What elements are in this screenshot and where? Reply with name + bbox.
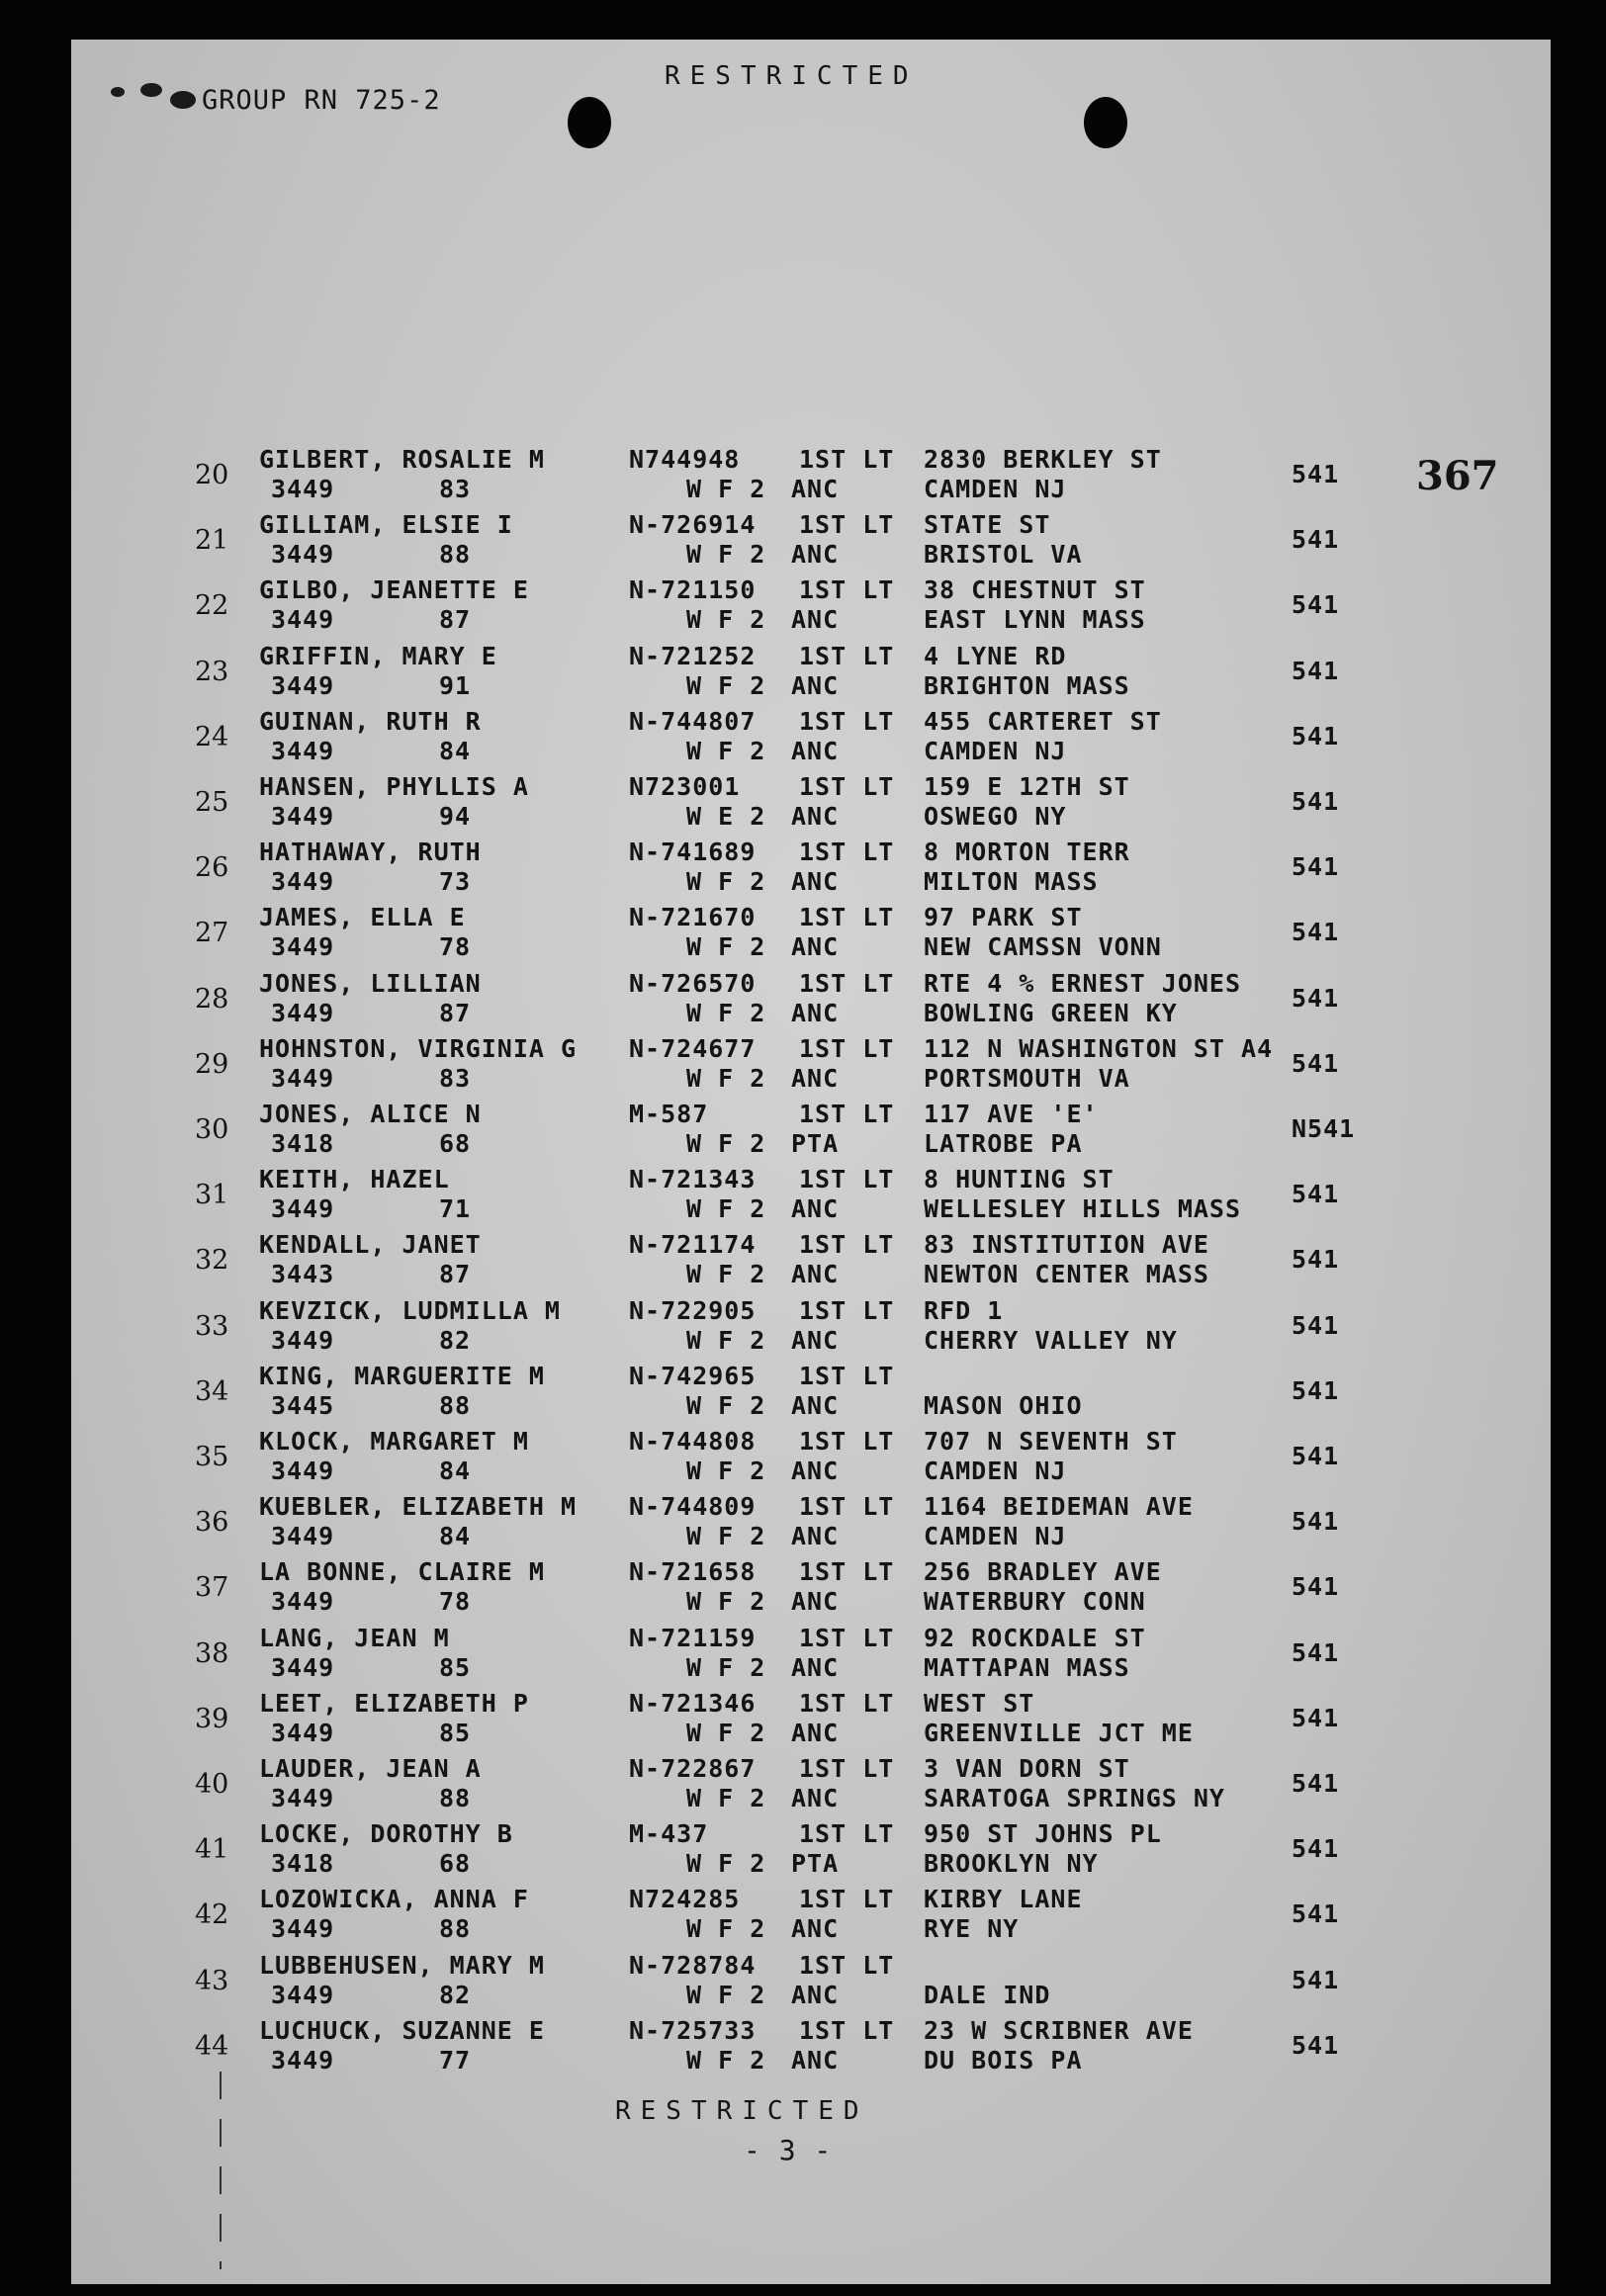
serial-number: N-721670 (629, 903, 757, 932)
code-a: 3449 (271, 670, 335, 700)
serial-number: N-726570 (629, 968, 757, 998)
branch: ANC (791, 932, 840, 962)
rank: 1ST LT (799, 575, 895, 605)
branch: ANC (791, 867, 840, 897)
code-b: 83 (439, 475, 472, 503)
branch: ANC (791, 998, 840, 1027)
person-name: LUBBEHUSEN, MARY M (259, 1950, 545, 1980)
classification: W F 2 (686, 1980, 766, 2009)
address-line-2: DU BOIS PA (924, 2045, 1083, 2075)
classification: W F 2 (686, 1063, 766, 1093)
entry-number: 30 (195, 1114, 229, 1145)
classification: W F 2 (686, 1522, 766, 1551)
code-a: 3449 (271, 1652, 335, 1682)
serial-number: N-721343 (629, 1165, 757, 1194)
code-a: 3449 (271, 932, 335, 962)
person-name: KLOCK, MARGARET M (259, 1427, 529, 1456)
person-name: KING, MARGUERITE M (259, 1361, 545, 1390)
rank: 1ST LT (799, 1754, 895, 1783)
address-line-2: CAMDEN NJ (924, 736, 1067, 765)
serial-number: N-742965 (629, 1361, 757, 1390)
branch: PTA (791, 1849, 840, 1879)
rank: 1ST LT (799, 2015, 895, 2045)
branch: ANC (791, 2045, 840, 2075)
classification: W F 2 (686, 2045, 766, 2075)
rank: 1ST LT (799, 1165, 895, 1194)
person-name: LUCHUCK, SUZANNE E (259, 2015, 545, 2045)
code-a: 3449 (271, 736, 335, 765)
punch-hole (568, 97, 611, 148)
unit-code: 541 (1292, 1769, 1340, 1798)
entry-number: 37 (195, 1572, 229, 1604)
address-line-2: GREENVILLE JCT ME (924, 1718, 1194, 1747)
code-a: 3449 (271, 1063, 335, 1093)
rank: 1ST LT (799, 510, 895, 540)
branch: ANC (791, 1390, 840, 1420)
code-b: 84 (439, 1522, 472, 1551)
address-line-1: 455 CARTERET ST (924, 706, 1162, 736)
rank: 1ST LT (799, 1885, 895, 1914)
classification: W F 2 (686, 1260, 766, 1289)
address-line-1: KIRBY LANE (924, 1885, 1083, 1914)
serial-number: N-722867 (629, 1754, 757, 1783)
address-line-2: DALE IND (924, 1980, 1051, 2009)
unit-code: 541 (1292, 983, 1340, 1013)
unit-code: 541 (1292, 1637, 1340, 1667)
rank: 1ST LT (799, 968, 895, 998)
address-line-1: 8 HUNTING ST (924, 1165, 1115, 1194)
person-name: JAMES, ELLA E (259, 903, 466, 932)
branch: ANC (791, 540, 840, 570)
address-line-1: RFD 1 (924, 1295, 1004, 1325)
ink-smudge (170, 91, 196, 109)
branch: ANC (791, 1194, 840, 1224)
group-label: GROUP RN 725-2 (202, 85, 441, 116)
document-page (71, 40, 1551, 2284)
unit-code: 541 (1292, 1572, 1340, 1602)
unit-code: 541 (1292, 1180, 1340, 1209)
person-name: JONES, LILLIAN (259, 968, 482, 998)
unit-code: 541 (1292, 2030, 1340, 2060)
code-b: 87 (439, 998, 472, 1027)
address-line-2: PORTSMOUTH VA (924, 1063, 1130, 1093)
entry-number: 20 (195, 460, 229, 490)
address-line-1: 1164 BEIDEMAN AVE (924, 1492, 1194, 1522)
address-line-1: RTE 4 % ERNEST JONES (924, 968, 1242, 998)
rank: 1ST LT (799, 903, 895, 932)
code-b: 91 (439, 670, 472, 700)
code-a: 3418 (271, 1129, 335, 1158)
serial-number: N744948 (629, 445, 741, 474)
unit-code: 541 (1292, 1048, 1340, 1078)
address-line-1: 92 ROCKDALE ST (924, 1623, 1146, 1652)
margin-line (220, 2072, 222, 2269)
entry-number: 42 (195, 1899, 229, 1931)
entry-number: 35 (195, 1442, 229, 1472)
ink-smudge (140, 83, 162, 97)
address-line-1: 117 AVE 'E' (924, 1100, 1099, 1128)
unit-code: 541 (1292, 918, 1340, 947)
branch: ANC (791, 1457, 840, 1485)
address-line-2: WATERBURY CONN (924, 1587, 1146, 1617)
address-line-1: 256 BRADLEY AVE (924, 1557, 1162, 1587)
serial-number: N-724677 (629, 1033, 757, 1063)
entry-number: 24 (195, 721, 229, 752)
serial-number: N-721252 (629, 641, 757, 670)
code-b: 78 (439, 1587, 472, 1617)
address-line-1: 38 CHESTNUT ST (924, 575, 1146, 605)
serial-number: M-587 (629, 1100, 709, 1128)
address-line-1: WEST ST (924, 1688, 1035, 1718)
code-b: 71 (439, 1194, 472, 1224)
serial-number: N-744808 (629, 1427, 757, 1456)
code-b: 94 (439, 802, 472, 831)
unit-code: 541 (1292, 1703, 1340, 1732)
unit-code: 541 (1292, 721, 1340, 751)
serial-number: N-726914 (629, 510, 757, 540)
code-b: 85 (439, 1652, 472, 1682)
page-reference-number: 367 (1416, 453, 1499, 499)
branch: ANC (791, 1587, 840, 1617)
entry-number: 28 (195, 983, 229, 1015)
code-b: 73 (439, 867, 472, 897)
code-a: 3449 (271, 1325, 335, 1355)
serial-number: N723001 (629, 772, 741, 801)
person-name: GILLIAM, ELSIE I (259, 510, 513, 540)
address-line-2: NEW CAMSSN VONN (924, 932, 1162, 962)
person-name: JONES, ALICE N (259, 1100, 482, 1128)
unit-code: 541 (1292, 525, 1340, 555)
serial-number: N-728784 (629, 1950, 757, 1980)
code-a: 3449 (271, 867, 335, 897)
code-b: 84 (439, 736, 472, 765)
unit-code: 541 (1292, 460, 1340, 488)
serial-number: N-744809 (629, 1492, 757, 1522)
rank: 1ST LT (799, 706, 895, 736)
code-a: 3449 (271, 2045, 335, 2075)
address-line-1: 950 ST JOHNS PL (924, 1819, 1162, 1849)
code-a: 3449 (271, 802, 335, 831)
entry-number: 41 (195, 1834, 229, 1866)
classification: W F 2 (686, 1457, 766, 1485)
entry-number: 23 (195, 656, 229, 687)
rank: 1ST LT (799, 1819, 895, 1849)
code-b: 68 (439, 1849, 472, 1879)
address-line-2: CHERRY VALLEY NY (924, 1325, 1178, 1355)
code-a: 3449 (271, 1980, 335, 2009)
address-line-1: 8 MORTON TERR (924, 838, 1130, 867)
address-line-1: 4 LYNE RD (924, 641, 1067, 670)
person-name: GRIFFIN, MARY E (259, 641, 497, 670)
classification: W F 2 (686, 475, 766, 503)
person-name: GUINAN, RUTH R (259, 706, 482, 736)
address-line-2: EAST LYNN MASS (924, 605, 1146, 635)
entry-number: 26 (195, 852, 229, 884)
unit-code: 541 (1292, 656, 1340, 685)
entry-number: 40 (195, 1769, 229, 1800)
person-name: KENDALL, JANET (259, 1230, 482, 1260)
branch: ANC (791, 1325, 840, 1355)
unit-code: 541 (1292, 1899, 1340, 1929)
unit-code: 541 (1292, 1310, 1340, 1340)
code-a: 3449 (271, 1914, 335, 1944)
code-a: 3445 (271, 1390, 335, 1420)
classification: W F 2 (686, 736, 766, 765)
code-b: 82 (439, 1980, 472, 2009)
address-line-2: WELLESLEY HILLS MASS (924, 1194, 1242, 1224)
address-line-2: BOWLING GREEN KY (924, 998, 1178, 1027)
unit-code: 541 (1292, 787, 1340, 816)
person-name: GILBERT, ROSALIE M (259, 445, 545, 474)
branch: ANC (791, 736, 840, 765)
person-name: LAUDER, JEAN A (259, 1754, 482, 1783)
rank: 1ST LT (799, 1230, 895, 1260)
ink-smudge (111, 87, 125, 97)
entry-number: 31 (195, 1180, 229, 1211)
unit-code: 541 (1292, 1375, 1340, 1405)
code-b: 87 (439, 1260, 472, 1289)
classification: W F 2 (686, 1587, 766, 1617)
address-line-1: 707 N SEVENTH ST (924, 1427, 1178, 1456)
address-line-1: 3 VAN DORN ST (924, 1754, 1130, 1783)
address-line-1: STATE ST (924, 510, 1051, 540)
code-a: 3449 (271, 1718, 335, 1747)
entry-number: 27 (195, 918, 229, 949)
serial-number: N-721658 (629, 1557, 757, 1587)
entry-number: 39 (195, 1703, 229, 1734)
address-line-2: MATTAPAN MASS (924, 1652, 1130, 1682)
address-line-2: MILTON MASS (924, 867, 1099, 897)
branch: ANC (791, 1522, 840, 1551)
branch: ANC (791, 1260, 840, 1289)
code-a: 3449 (271, 1784, 335, 1812)
entry-number: 32 (195, 1245, 229, 1277)
serial-number: N-721159 (629, 1623, 757, 1652)
code-b: 88 (439, 1914, 472, 1944)
branch: ANC (791, 1914, 840, 1944)
serial-number: N-721150 (629, 575, 757, 605)
code-b: 88 (439, 1390, 472, 1420)
classification: W F 2 (686, 1784, 766, 1812)
serial-number: N-744807 (629, 706, 757, 736)
code-b: 87 (439, 605, 472, 635)
rank: 1ST LT (799, 838, 895, 867)
branch: PTA (791, 1129, 840, 1158)
address-line-2: LATROBE PA (924, 1129, 1083, 1158)
unit-code: N541 (1292, 1114, 1356, 1143)
unit-code: 541 (1292, 1245, 1340, 1275)
address-line-2: BRISTOL VA (924, 540, 1083, 570)
person-name: KEVZICK, LUDMILLA M (259, 1295, 561, 1325)
rank: 1ST LT (799, 1427, 895, 1456)
entry-number: 43 (195, 1965, 229, 1996)
person-name: LA BONNE, CLAIRE M (259, 1557, 545, 1587)
entry-number: 36 (195, 1507, 229, 1539)
serial-number: N-741689 (629, 838, 757, 867)
entry-number: 22 (195, 590, 229, 622)
code-b: 78 (439, 932, 472, 962)
rank: 1ST LT (799, 1100, 895, 1128)
classification: W F 2 (686, 540, 766, 570)
address-line-2: RYE NY (924, 1914, 1020, 1944)
code-a: 3443 (271, 1260, 335, 1289)
code-b: 68 (439, 1129, 472, 1158)
person-name: HOHNSTON, VIRGINIA G (259, 1033, 578, 1063)
person-name: LANG, JEAN M (259, 1623, 450, 1652)
person-name: LEET, ELIZABETH P (259, 1688, 529, 1718)
entry-number: 38 (195, 1637, 229, 1669)
classification: W F 2 (686, 1129, 766, 1158)
address-line-2: NEWTON CENTER MASS (924, 1260, 1209, 1289)
unit-code: 541 (1292, 590, 1340, 620)
entry-number: 44 (195, 2030, 229, 2062)
serial-number: M-437 (629, 1819, 709, 1849)
code-a: 3449 (271, 1522, 335, 1551)
branch: ANC (791, 1063, 840, 1093)
entry-number: 34 (195, 1375, 229, 1407)
address-line-2: OSWEGO NY (924, 802, 1067, 831)
code-b: 88 (439, 1784, 472, 1812)
address-line-1: 2830 BERKLEY ST (924, 445, 1162, 474)
entry-number: 29 (195, 1048, 229, 1080)
address-line-2: BRIGHTON MASS (924, 670, 1130, 700)
address-line-1: 97 PARK ST (924, 903, 1083, 932)
code-b: 84 (439, 1457, 472, 1485)
address-line-1: 23 W SCRIBNER AVE (924, 2015, 1194, 2045)
branch: ANC (791, 605, 840, 635)
code-b: 82 (439, 1325, 472, 1355)
rank: 1ST LT (799, 445, 895, 474)
code-a: 3449 (271, 605, 335, 635)
unit-code: 541 (1292, 1965, 1340, 1994)
branch: ANC (791, 1784, 840, 1812)
classification: W F 2 (686, 1194, 766, 1224)
person-name: KUEBLER, ELIZABETH M (259, 1492, 578, 1522)
person-name: LOZOWICKA, ANNA F (259, 1885, 529, 1914)
address-line-2: CAMDEN NJ (924, 1522, 1067, 1551)
page-number: - 3 - (744, 2134, 833, 2166)
person-name: LOCKE, DOROTHY B (259, 1819, 513, 1849)
address-line-2: MASON OHIO (924, 1390, 1083, 1420)
code-b: 85 (439, 1718, 472, 1747)
classification: W F 2 (686, 1390, 766, 1420)
rank: 1ST LT (799, 1557, 895, 1587)
serial-number: N-721346 (629, 1688, 757, 1718)
footer-restricted-label: RESTRICTED (615, 2096, 869, 2126)
rank: 1ST LT (799, 1492, 895, 1522)
address-line-2: BROOKLYN NY (924, 1849, 1099, 1879)
code-b: 83 (439, 1063, 472, 1093)
unit-code: 541 (1292, 1442, 1340, 1470)
branch: ANC (791, 475, 840, 503)
serial-number: N724285 (629, 1885, 741, 1914)
address-line-1: 112 N WASHINGTON ST A4 (924, 1033, 1274, 1063)
branch: ANC (791, 1652, 840, 1682)
entry-number: 25 (195, 787, 229, 818)
branch: ANC (791, 1980, 840, 2009)
address-line-2: SARATOGA SPRINGS NY (924, 1784, 1225, 1812)
rank: 1ST LT (799, 1688, 895, 1718)
serial-number: N-722905 (629, 1295, 757, 1325)
rank: 1ST LT (799, 1950, 895, 1980)
code-a: 3418 (271, 1849, 335, 1879)
code-a: 3449 (271, 1194, 335, 1224)
branch: ANC (791, 1718, 840, 1747)
code-a: 3449 (271, 1587, 335, 1617)
rank: 1ST LT (799, 1295, 895, 1325)
person-name: HATHAWAY, RUTH (259, 838, 482, 867)
branch: ANC (791, 670, 840, 700)
address-line-2: CAMDEN NJ (924, 1457, 1067, 1485)
rank: 1ST LT (799, 1623, 895, 1652)
classification: W F 2 (686, 605, 766, 635)
code-b: 77 (439, 2045, 472, 2075)
entry-number: 21 (195, 525, 229, 557)
code-b: 88 (439, 540, 472, 570)
rank: 1ST LT (799, 1033, 895, 1063)
code-a: 3449 (271, 1457, 335, 1485)
rank: 1ST LT (799, 772, 895, 801)
unit-code: 541 (1292, 1834, 1340, 1864)
classification: W F 2 (686, 1652, 766, 1682)
address-line-1: 83 INSTITUTION AVE (924, 1230, 1209, 1260)
classification: W F 2 (686, 867, 766, 897)
classification: W F 2 (686, 1325, 766, 1355)
unit-code: 541 (1292, 1507, 1340, 1537)
punch-hole (1084, 97, 1127, 148)
code-a: 3449 (271, 540, 335, 570)
rank: 1ST LT (799, 1361, 895, 1390)
classification: W F 2 (686, 932, 766, 962)
entry-number: 33 (195, 1310, 229, 1342)
address-line-1: 159 E 12TH ST (924, 772, 1130, 801)
person-name: KEITH, HAZEL (259, 1165, 450, 1194)
person-name: GILBO, JEANETTE E (259, 575, 529, 605)
person-name: HANSEN, PHYLLIS A (259, 772, 529, 801)
serial-number: N-721174 (629, 1230, 757, 1260)
address-line-2: CAMDEN NJ (924, 475, 1067, 503)
code-a: 3449 (271, 998, 335, 1027)
rank: 1ST LT (799, 641, 895, 670)
serial-number: N-725733 (629, 2015, 757, 2045)
classification: W F 2 (686, 1849, 766, 1879)
classification: W E 2 (686, 802, 766, 831)
classification: W F 2 (686, 670, 766, 700)
branch: ANC (791, 802, 840, 831)
classification: W F 2 (686, 1718, 766, 1747)
classification: W F 2 (686, 998, 766, 1027)
unit-code: 541 (1292, 852, 1340, 882)
classification: W F 2 (686, 1914, 766, 1944)
code-a: 3449 (271, 475, 335, 503)
header-restricted-label: RESTRICTED (665, 61, 919, 91)
